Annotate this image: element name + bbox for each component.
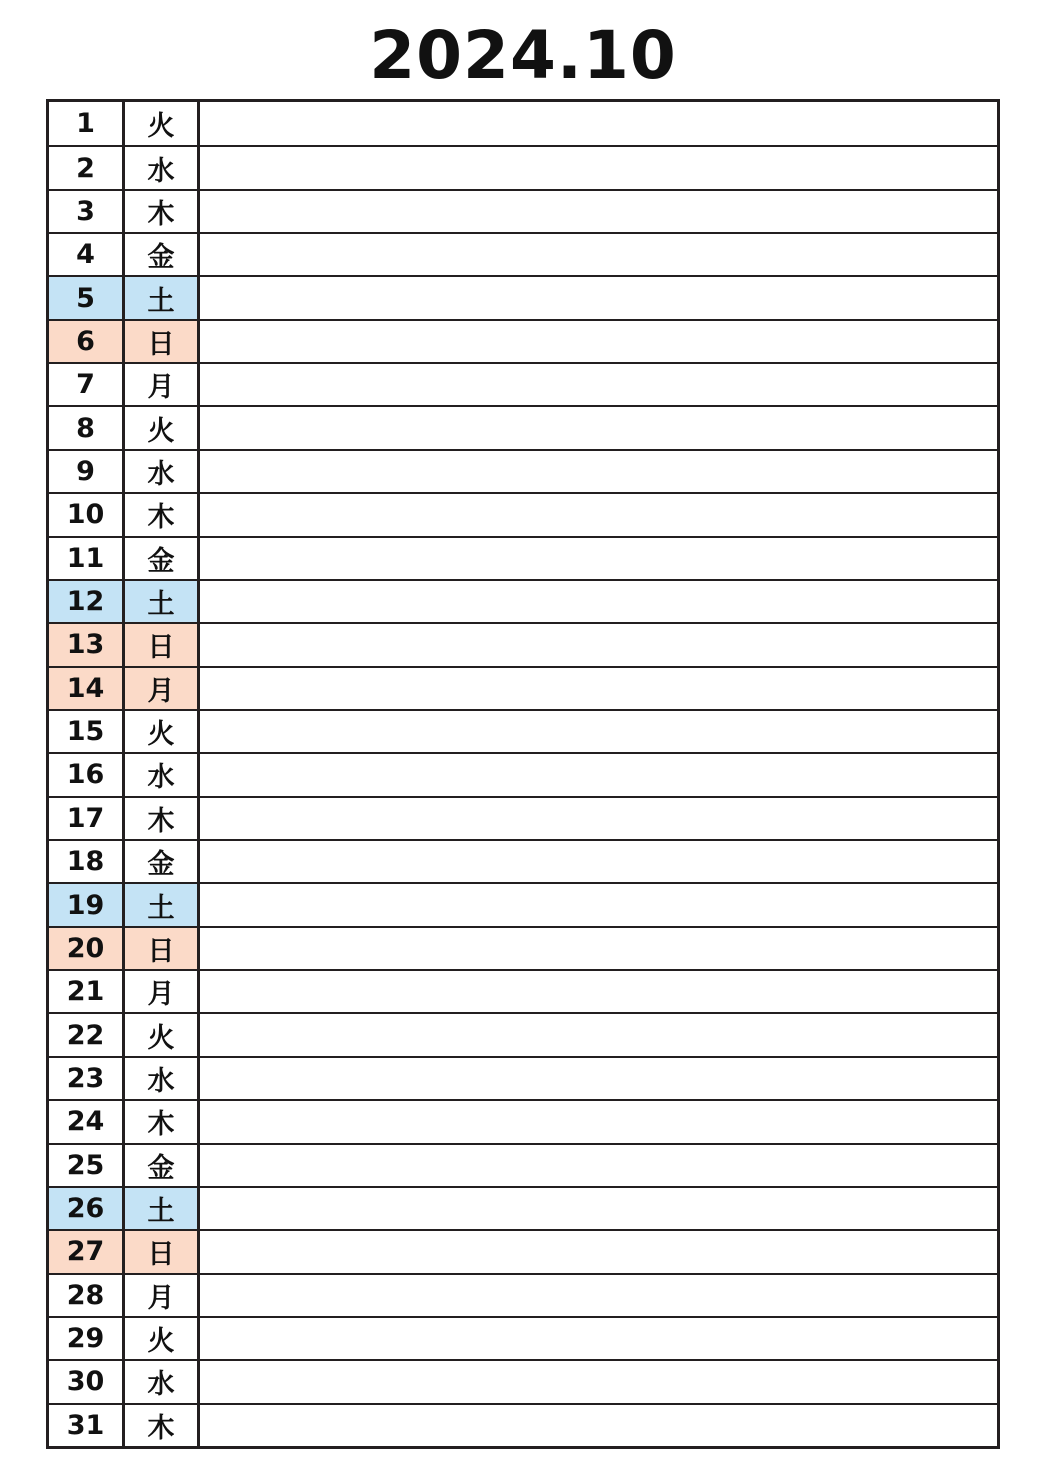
calendar-row bbox=[49, 362, 997, 405]
weekday-label: 土 bbox=[125, 581, 200, 622]
day-number: 31 bbox=[49, 1405, 125, 1446]
day-number: 8 bbox=[49, 407, 125, 448]
calendar-row bbox=[49, 1143, 997, 1186]
day-number: 7 bbox=[49, 364, 125, 405]
notes-cell[interactable] bbox=[200, 711, 997, 752]
day-number: 11 bbox=[49, 538, 125, 579]
notes-cell[interactable] bbox=[200, 668, 997, 709]
day-number: 19 bbox=[49, 884, 125, 925]
calendar-row bbox=[49, 1359, 997, 1402]
notes-cell[interactable] bbox=[200, 1145, 997, 1186]
notes-cell[interactable] bbox=[200, 407, 997, 448]
calendar-row bbox=[49, 796, 997, 839]
calendar-row bbox=[49, 1273, 997, 1316]
calendar-row bbox=[49, 1186, 997, 1229]
weekday-label: 木 bbox=[125, 191, 200, 232]
notes-cell[interactable] bbox=[200, 102, 997, 145]
calendar-row bbox=[49, 839, 997, 882]
weekday-label: 木 bbox=[125, 1405, 200, 1446]
day-number: 1 bbox=[49, 102, 125, 145]
calendar-row bbox=[49, 319, 997, 362]
calendar-row bbox=[49, 1229, 997, 1272]
calendar-row bbox=[49, 969, 997, 1012]
weekday-label: 月 bbox=[125, 668, 200, 709]
day-number: 6 bbox=[49, 321, 125, 362]
day-number: 14 bbox=[49, 668, 125, 709]
notes-cell[interactable] bbox=[200, 1101, 997, 1142]
weekday-label: 日 bbox=[125, 1231, 200, 1272]
weekday-label: 木 bbox=[125, 1101, 200, 1142]
calendar-row bbox=[49, 1056, 997, 1099]
weekday-label: 火 bbox=[125, 407, 200, 448]
calendar-row bbox=[49, 622, 997, 665]
day-number: 29 bbox=[49, 1318, 125, 1359]
notes-cell[interactable] bbox=[200, 1014, 997, 1055]
calendar-row bbox=[49, 189, 997, 232]
notes-cell[interactable] bbox=[200, 841, 997, 882]
calendar-row bbox=[49, 449, 997, 492]
notes-cell[interactable] bbox=[200, 451, 997, 492]
weekday-label: 火 bbox=[125, 1014, 200, 1055]
calendar-row bbox=[49, 492, 997, 535]
weekday-label: 日 bbox=[125, 928, 200, 969]
calendar-row bbox=[49, 1403, 997, 1446]
day-number: 3 bbox=[49, 191, 125, 232]
weekday-label: 月 bbox=[125, 1275, 200, 1316]
calendar-row bbox=[49, 232, 997, 275]
calendar-table bbox=[46, 99, 1000, 1449]
calendar-row bbox=[49, 709, 997, 752]
notes-cell[interactable] bbox=[200, 1058, 997, 1099]
weekday-label: 火 bbox=[125, 711, 200, 752]
notes-cell[interactable] bbox=[200, 494, 997, 535]
weekday-label: 火 bbox=[125, 102, 200, 145]
weekday-label: 水 bbox=[125, 1361, 200, 1402]
calendar-row bbox=[49, 1099, 997, 1142]
day-number: 20 bbox=[49, 928, 125, 969]
weekday-label: 土 bbox=[125, 884, 200, 925]
day-number: 23 bbox=[49, 1058, 125, 1099]
day-number: 4 bbox=[49, 234, 125, 275]
notes-cell[interactable] bbox=[200, 364, 997, 405]
weekday-label: 水 bbox=[125, 754, 200, 795]
notes-cell[interactable] bbox=[200, 1405, 997, 1446]
day-number: 10 bbox=[49, 494, 125, 535]
weekday-label: 日 bbox=[125, 624, 200, 665]
calendar-row bbox=[49, 275, 997, 318]
day-number: 24 bbox=[49, 1101, 125, 1142]
calendar-row bbox=[49, 752, 997, 795]
weekday-label: 水 bbox=[125, 147, 200, 188]
weekday-label: 木 bbox=[125, 494, 200, 535]
calendar-row bbox=[49, 536, 997, 579]
calendar-row bbox=[49, 666, 997, 709]
notes-cell[interactable] bbox=[200, 321, 997, 362]
weekday-label: 月 bbox=[125, 971, 200, 1012]
notes-cell[interactable] bbox=[200, 1318, 997, 1359]
weekday-label: 金 bbox=[125, 1145, 200, 1186]
notes-cell[interactable] bbox=[200, 1275, 997, 1316]
weekday-label: 土 bbox=[125, 277, 200, 318]
day-number: 13 bbox=[49, 624, 125, 665]
weekday-label: 土 bbox=[125, 1188, 200, 1229]
notes-cell[interactable] bbox=[200, 624, 997, 665]
notes-cell[interactable] bbox=[200, 798, 997, 839]
day-number: 22 bbox=[49, 1014, 125, 1055]
weekday-label: 木 bbox=[125, 798, 200, 839]
notes-cell[interactable] bbox=[200, 277, 997, 318]
weekday-label: 金 bbox=[125, 538, 200, 579]
weekday-label: 金 bbox=[125, 234, 200, 275]
notes-cell[interactable] bbox=[200, 581, 997, 622]
day-number: 21 bbox=[49, 971, 125, 1012]
weekday-label: 水 bbox=[125, 1058, 200, 1099]
weekday-label: 金 bbox=[125, 841, 200, 882]
notes-cell[interactable] bbox=[200, 971, 997, 1012]
notes-cell[interactable] bbox=[200, 234, 997, 275]
weekday-label: 火 bbox=[125, 1318, 200, 1359]
day-number: 30 bbox=[49, 1361, 125, 1402]
day-number: 9 bbox=[49, 451, 125, 492]
day-number: 5 bbox=[49, 277, 125, 318]
calendar-row bbox=[49, 1012, 997, 1055]
day-number: 25 bbox=[49, 1145, 125, 1186]
notes-cell[interactable] bbox=[200, 1188, 997, 1229]
day-number: 2 bbox=[49, 147, 125, 188]
day-number: 17 bbox=[49, 798, 125, 839]
day-number: 18 bbox=[49, 841, 125, 882]
calendar-row bbox=[49, 926, 997, 969]
weekday-label: 水 bbox=[125, 451, 200, 492]
day-number: 15 bbox=[49, 711, 125, 752]
notes-cell[interactable] bbox=[200, 1231, 997, 1272]
page-title: 2024.10 bbox=[369, 17, 677, 94]
day-number: 27 bbox=[49, 1231, 125, 1272]
calendar-row bbox=[49, 405, 997, 448]
calendar-row bbox=[49, 145, 997, 188]
notes-cell[interactable] bbox=[200, 147, 997, 188]
day-number: 12 bbox=[49, 581, 125, 622]
notes-cell[interactable] bbox=[200, 1361, 997, 1402]
weekday-label: 日 bbox=[125, 321, 200, 362]
notes-cell[interactable] bbox=[200, 928, 997, 969]
calendar-row bbox=[49, 882, 997, 925]
weekday-label: 月 bbox=[125, 364, 200, 405]
day-number: 28 bbox=[49, 1275, 125, 1316]
calendar-row bbox=[49, 1316, 997, 1359]
notes-cell[interactable] bbox=[200, 191, 997, 232]
day-number: 16 bbox=[49, 754, 125, 795]
day-number: 26 bbox=[49, 1188, 125, 1229]
notes-cell[interactable] bbox=[200, 884, 997, 925]
calendar-row bbox=[49, 579, 997, 622]
notes-cell[interactable] bbox=[200, 538, 997, 579]
calendar-row bbox=[49, 102, 997, 145]
notes-cell[interactable] bbox=[200, 754, 997, 795]
